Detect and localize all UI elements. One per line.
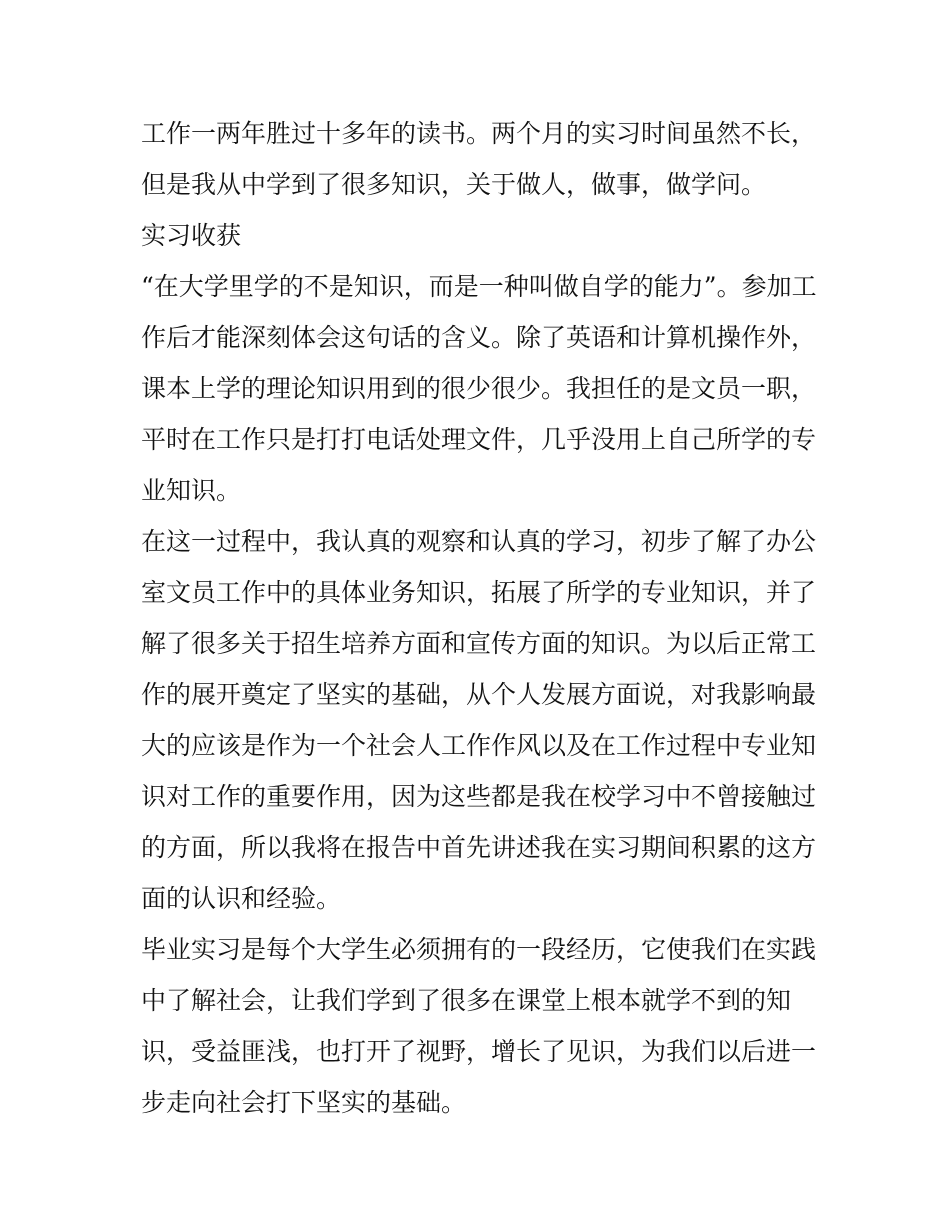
text-line: 业知识。 xyxy=(141,476,242,505)
text-line: 解了很多关于招生培养方面和宣传方面的知识。为以后正常工 xyxy=(141,629,817,658)
text-line: 步走向社会打下坚实的基础。 xyxy=(141,1088,467,1117)
text-line: 的方面，所以我将在报告中首先讲述我在实习期间积累的这方 xyxy=(141,833,817,862)
text-line: 室文员工作中的具体业务知识，拓展了所学的专业知识，并了 xyxy=(141,578,817,607)
text-line: 课本上学的理论知识用到的很少很少。我担任的是文员一职， xyxy=(141,374,817,403)
text-line: 工作一两年胜过十多年的读书。两个月的实习时间虽然不长， xyxy=(141,119,817,148)
text-line: 作的展开奠定了坚实的基础，从个人发展方面说，对我影响最 xyxy=(141,680,817,709)
text-line: 识，受益匪浅，也打开了视野，增长了见识，为我们以后进一 xyxy=(141,1037,817,1066)
section-heading: 实习收获 xyxy=(141,221,242,250)
text-line: 作后才能深刻体会这句话的含义。除了英语和计算机操作外， xyxy=(141,323,817,352)
text-line: 在这一过程中，我认真的观察和认真的学习，初步了解了办公 xyxy=(141,527,817,556)
text-line: 识对工作的重要作用，因为这些都是我在校学习中不曾接触过 xyxy=(141,782,817,811)
text-line: 大的应该是作为一个社会人工作作风以及在工作过程中专业知 xyxy=(141,731,817,760)
text-line: 中了解社会，让我们学到了很多在课堂上根本就学不到的知 xyxy=(141,986,792,1015)
text-line: 平时在工作只是打打电话处理文件，几乎没用上自己所学的专 xyxy=(141,425,817,454)
text-line: 面的认识和经验。 xyxy=(141,884,342,913)
text-line: 但是我从中学到了很多知识，关于做人，做事，做学问。 xyxy=(141,170,767,199)
text-line: 毕业实习是每个大学生必须拥有的一段经历，它使我们在实践 xyxy=(141,935,817,964)
text-line: “在大学里学的不是知识，而是一种叫做自学的能力”。参加工 xyxy=(141,272,817,301)
